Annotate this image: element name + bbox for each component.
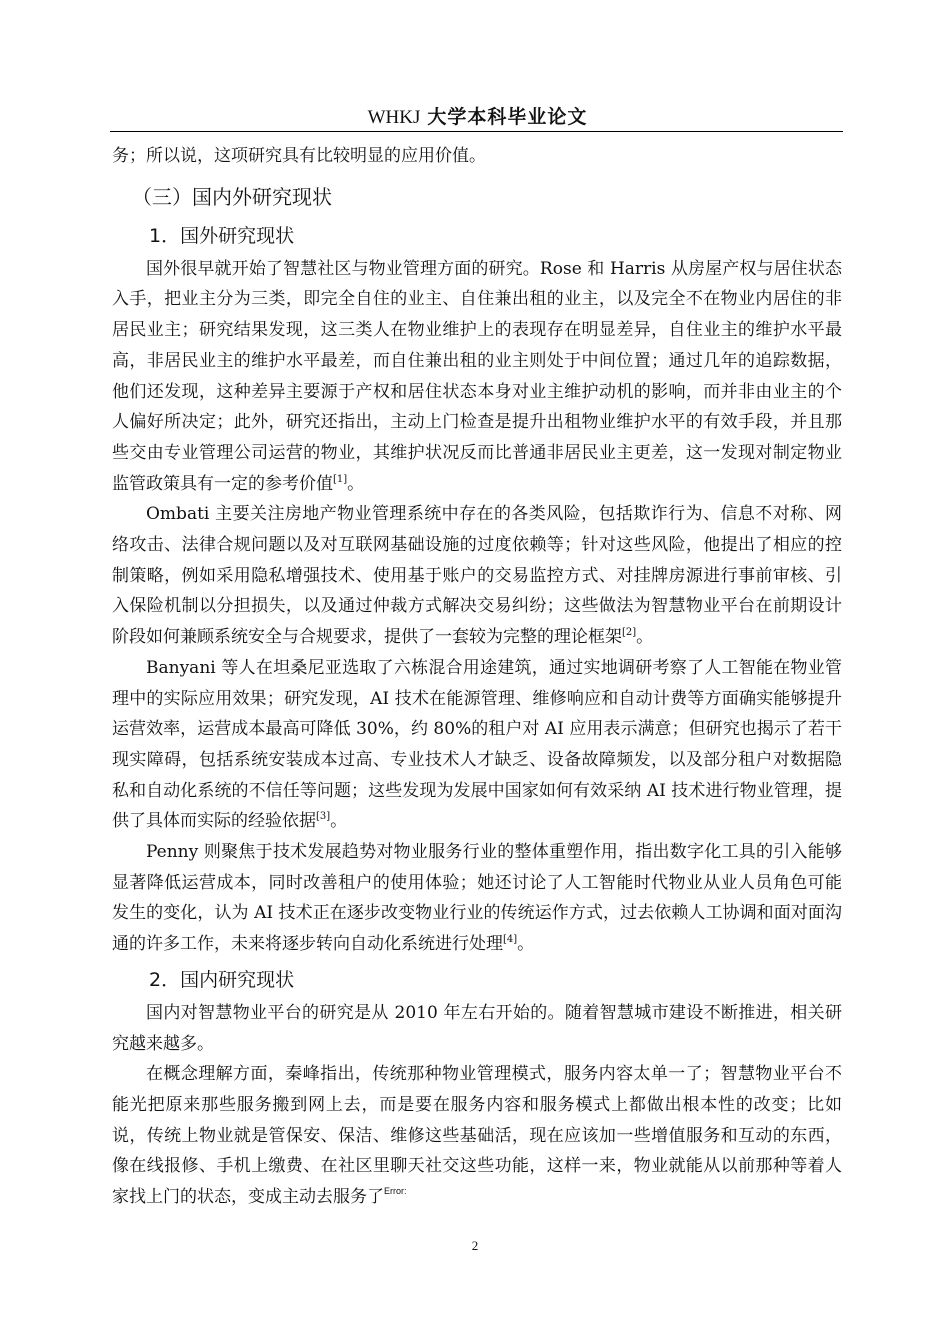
continuation-paragraph: 务；所以说，这项研究具有比较明显的应用价值。 [112, 146, 486, 166]
subsection-heading-domestic: 2．国内研究现状 [149, 968, 295, 991]
page-body [112, 141, 842, 1213]
paragraph-ombati [112, 499, 842, 653]
citation[interactable]: [4] [503, 934, 518, 946]
paragraph-text: 在概念理解方面，秦峰指出，传统那种物业管理模式，服务内容太单一了；智慧物业平台不能光把原来那些服务搬到网上去，而是要在服务内容和服务模式上都做出根本性的改变；比如说，传统上物业就是管保安、保洁、维修这些基础活，现在应该加一些增值服务和互动的东西，像在线报修、手机上缴费、在社区里聊天社交这些功能，这样一来，物业就能从以前那种等着人家找上门的状态，变成主动去服务了 [112, 1064, 842, 1208]
paragraph-penny [112, 837, 842, 960]
paragraph-domestic-intro: 国内对智慧物业平台的研究是从 2010 年左右开始的。随着智慧城市建设不断推进，相关研究越来越多。 [112, 1002, 842, 1054]
paragraph-text: Ombati 主要关注房地产物业管理系统中存在的各类风险，包括欺诈行为、信息不对称、网络攻击、法律合规问题以及对互联网基础设施的过度依赖等；针对这些风险，他提出了相应的控制策略，例如采用隐私增强技术、使用基于账户的交易监控方式、对挂牌房源进行事前审核、引入保险机制以分担损失，以及通过仲裁方式解决交易纠纷；这些做法为智慧物业平台在前期设计阶段如何兼顾系统安全与合规要求，提供了一套较为完整的理论框架 [112, 504, 842, 648]
paragraph-text: 国外很早就开始了智慧社区与物业管理方面的研究。Rose 和 Harris 从房屋产权与居住状态入手，把业主分为三类，即完全自住的业主、自住兼出租的业主，以及完全不在物业内居住的非居民业主；研究结果发现，这三类人在物业维护上的表现存在明显差异，自住业主的维护水平最高，非居民业主的维护水平最差，而自住兼出租的业主则处于中间位置；通过几年的追踪数据，他们还发现，这种差异主要源于产权和居住状态本身对业主维护动机的影响，而并非由业主的个人偏好所决定；此外，研究还指出，主动上门检查是提升出租物业维护水平的有效手段，并且那些交由专业管理公司运营的物业，其维护状况反而比普通非居民业主更差，这一发现对制定物业监管政策具有一定的参考价值 [112, 258, 842, 494]
paragraph-end: 。 [330, 811, 348, 832]
citation[interactable]: [2] [622, 627, 637, 639]
header-title: 大学本科毕业论文 [427, 106, 588, 128]
citation[interactable]: [1] [333, 473, 348, 485]
subsection-heading-foreign: 1．国外研究现状 [149, 224, 295, 247]
citation[interactable]: [3] [316, 811, 331, 823]
citation-error: Error: [384, 1186, 407, 1197]
paragraph-rose-harris [112, 254, 842, 500]
paragraph-banyani [112, 653, 842, 837]
page-number: 2 [471, 1238, 479, 1253]
section-heading: （三）国内外研究现状 [132, 184, 332, 209]
paragraph-text: Penny 则聚焦于技术发展趋势对物业服务行业的整体重塑作用，指出数字化工具的引入能够显著降低运营成本，同时改善租户的使用体验；她还讨论了人工智能时代物业从业人员角色可能发生的变化，认为 AI 技术正在逐步改变物业行业的传统运作方式，过去依赖人工协调和面对面沟通的许多工作，未来将逐步转向自动化系统进行处理 [112, 842, 842, 955]
header-rule [110, 131, 843, 132]
paragraph-qinfeng [112, 1059, 842, 1213]
paragraph-end: 。 [517, 934, 535, 955]
running-header [112, 104, 843, 130]
paragraph-end: 。 [636, 627, 654, 648]
header-latin: WHKJ [367, 107, 421, 128]
paragraph-text: Banyani 等人在坦桑尼亚选取了六栋混合用途建筑，通过实地调研考察了人工智能在物业管理中的实际应用效果；研究发现，AI 技术在能源管理、维修响应和自动计费等方面确实能够提升运营效率，运营成本最高可降低 30%，约 80%的租户对 AI 应用表示满意；但研究也揭示了若干现实障碍，包括系统安装成本过高、专业技术人才缺乏、设备故障频发，以及部分租户对数据隐私和自动化系统的不信任等问题；这些发现为发展中国家如何有效采纳 AI 技术进行物业管理，提供了具体而实际的经验依据 [112, 657, 842, 832]
paragraph-end: 。 [347, 473, 365, 494]
